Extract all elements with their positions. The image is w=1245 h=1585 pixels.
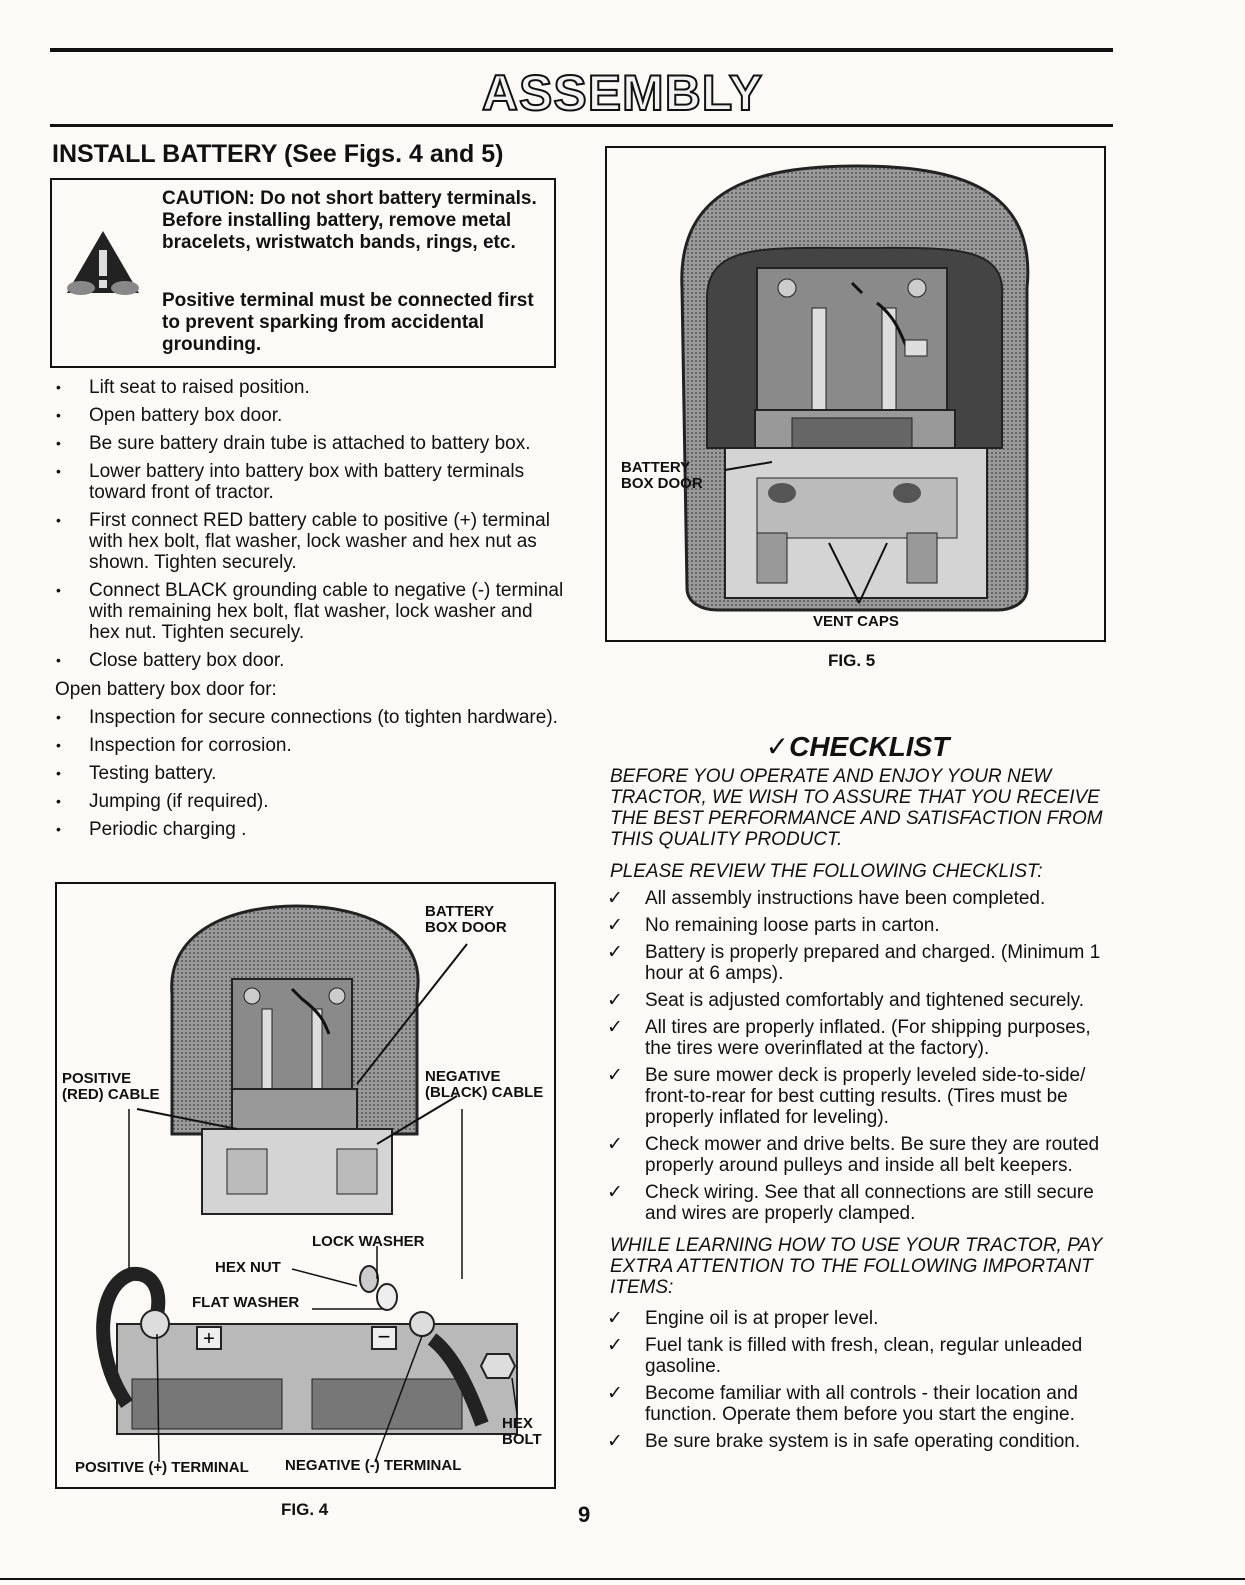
list-item: • Inspection for corrosion. [56, 735, 566, 756]
negative-cable-label: NEGATIVE (BLACK) CABLE [425, 1068, 544, 1101]
checklist-item: ✓ Check wiring. See that all connections are still secure and wires are properly clamped. [607, 1182, 1094, 1224]
page-number: 9 [578, 1502, 591, 1527]
section-title: INSTALL BATTERY (See Figs. 4 and 5) [52, 140, 504, 168]
flat-washer-label: FLAT WASHER [192, 1294, 300, 1311]
checklist-item: ✓ Become familiar with all controls - their location and function. Operate them before you start the engine. [607, 1383, 1078, 1425]
checklist-item: ✓ Seat is adjusted comfortably and tightened securely. [607, 990, 1085, 1011]
list-item: • Connect BLACK grounding cable to negative (-) terminal with remaining hex bolt, flat washer, lock washer and hex nut. Tighten securely. [56, 580, 566, 643]
check-icon: ✓ [607, 1431, 623, 1452]
check-icon: ✓ [607, 1383, 623, 1404]
fig5-illustration [605, 146, 1106, 642]
checklist-item: ✓ Fuel tank is filled with fresh, clean, regular unleaded gasoline. [607, 1335, 1083, 1377]
checklist-item: ✓ Be sure mower deck is properly leveled side-to-side/ front-to-rear for best cutting results. (Tires must be properly inflated for leveling). [607, 1065, 1086, 1128]
while-learning-heading: WHILE LEARNING HOW TO USE YOUR TRACTOR, PAY EXTRA ATTENTION TO THE FOLLOWING IMPORTANT ITEMS: [610, 1235, 1102, 1298]
list-item: • Periodic charging . [56, 819, 566, 840]
open-for-label: Open battery box door for: [55, 679, 277, 700]
checklist-item: ✓ Check mower and drive belts. Be sure they are routed properly around pulleys and inside all belt keepers. [607, 1134, 1100, 1176]
list-item: • Lift seat to raised position. [56, 377, 566, 398]
check-icon: ✓ [607, 888, 623, 909]
vent-caps-label: VENT CAPS [813, 613, 899, 630]
hex-bolt-label: HEX BOLT [502, 1415, 542, 1448]
checklist-item: ✓ No remaining loose parts in carton. [607, 915, 940, 936]
install-steps-list [56, 377, 566, 678]
top-rule [50, 48, 1113, 52]
list-item: • Lower battery into battery box with battery terminals toward front of tractor. [56, 461, 566, 503]
positive-terminal-label: POSITIVE (+) TERMINAL [75, 1459, 249, 1476]
checklist-intro: BEFORE YOU OPERATE AND ENJOY YOUR NEW TRACTOR, WE WISH TO ASSURE THAT YOU RECEIVE THE BEST PERFORMANCE AND SATISFACTION FROM THIS QUALITY PRODUCT. [610, 766, 1103, 850]
positive-cable-label: POSITIVE (RED) CABLE [62, 1070, 160, 1103]
check-icon: ✓ [607, 1065, 623, 1086]
checklist-title: ✓CHECKLIST [765, 731, 950, 762]
caution-text: CAUTION: Do not short battery terminals. Before installing battery, remove metal bracelets, wristwatch bands, rings, etc. [162, 188, 537, 253]
list-item: • First connect RED battery cable to positive (+) terminal with hex bolt, flat washer, lock washer and hex nut as shown. Tighten securely. [56, 510, 566, 573]
battery-box-door-label: BATTERY BOX DOOR [425, 903, 507, 936]
check-icon: ✓ [607, 1134, 623, 1155]
check-icon: ✓ [607, 1308, 623, 1329]
svg-text:−: − [377, 1324, 391, 1349]
seat-battery-box-drawing [607, 148, 1104, 640]
open-for-list [56, 707, 566, 847]
checklist-item: ✓ All assembly instructions have been completed. [607, 888, 1046, 909]
list-item: • Inspection for secure connections (to tighten hardware). [56, 707, 566, 728]
checklist-item: ✓ All tires are properly inflated. (For shipping purposes, the tires were overinflated at the factory). [607, 1017, 1091, 1059]
fig4-caption: FIG. 4 [281, 1500, 329, 1519]
lock-washer-label: LOCK WASHER [312, 1233, 425, 1250]
page-title: ASSEMBLY [481, 65, 764, 121]
checklist-review-heading: PLEASE REVIEW THE FOLLOWING CHECKLIST: [610, 861, 1043, 882]
battery-box-door-label: BATTERY BOX DOOR [621, 459, 703, 492]
check-icon: ✓ [607, 1182, 623, 1203]
check-icon: ✓ [607, 915, 623, 936]
check-icon: ✓ [607, 990, 623, 1011]
list-item: • Be sure battery drain tube is attached to battery box. [56, 433, 566, 454]
checklist [607, 888, 1117, 1230]
hex-nut-label: HEX NUT [215, 1259, 281, 1276]
important-items-list [607, 1308, 1117, 1458]
list-item: • Open battery box door. [56, 405, 566, 426]
check-icon: ✓ [607, 1017, 623, 1038]
check-icon: ✓ [607, 1335, 623, 1356]
negative-terminal-label: NEGATIVE (-) TERMINAL [285, 1457, 462, 1474]
checklist-item: ✓ Engine oil is at proper level. [607, 1308, 879, 1329]
checklist-item: ✓ Battery is properly prepared and charged. (Minimum 1 hour at 6 amps). [607, 942, 1101, 984]
checklist-item: ✓ Be sure brake system is in safe operating condition. [607, 1431, 1081, 1452]
header-rule [50, 124, 1113, 127]
positive-terminal-warning: Positive terminal must be connected first to prevent sparking from accidental grounding. [162, 290, 534, 355]
warning-triangle-icon [64, 228, 142, 296]
list-item: • Close battery box door. [56, 650, 566, 671]
svg-text:+: + [203, 1328, 215, 1350]
list-item: • Testing battery. [56, 763, 566, 784]
fig4-illustration [55, 882, 556, 1489]
fig5-caption: FIG. 5 [828, 651, 876, 670]
check-icon: ✓ [607, 942, 623, 963]
list-item: • Jumping (if required). [56, 791, 566, 812]
caution-box [50, 178, 556, 368]
bottom-rule [0, 1578, 1245, 1580]
battery-installation-drawing [57, 884, 554, 1487]
